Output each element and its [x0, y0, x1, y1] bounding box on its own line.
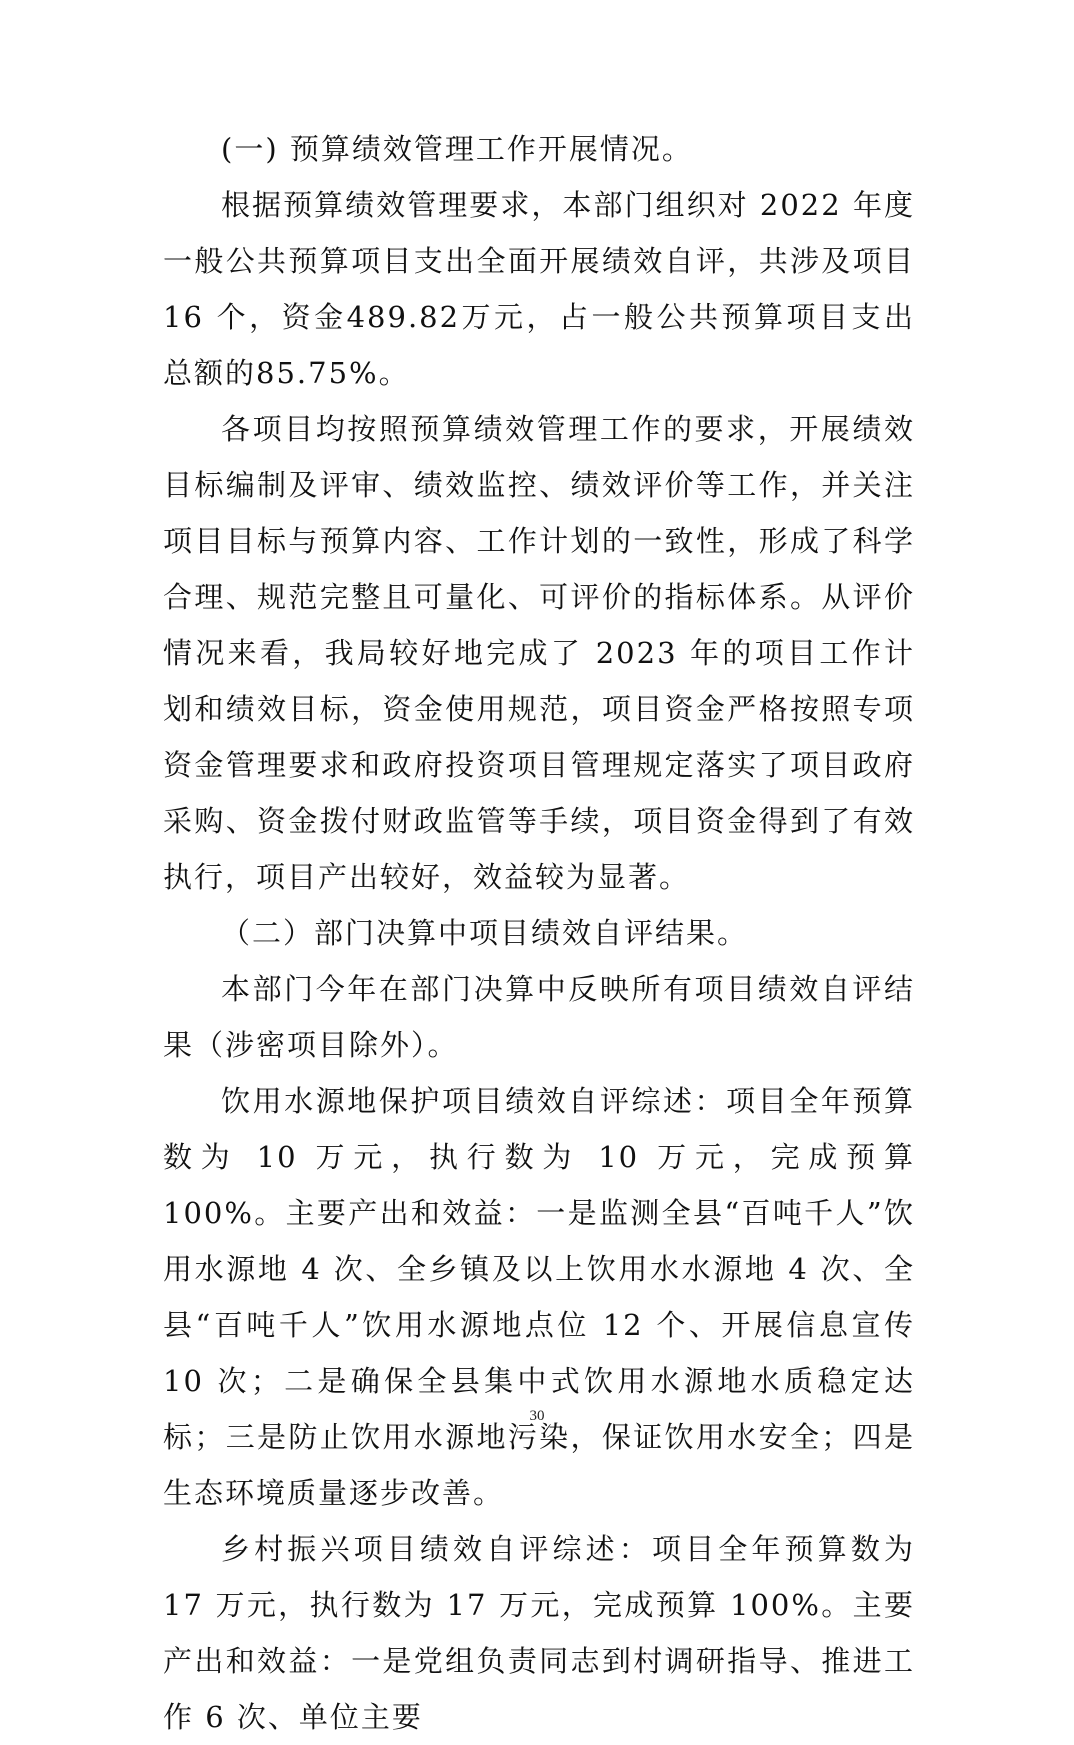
paragraph: 各项目均按照预算绩效管理工作的要求，开展绩效目标编制及评审、绩效监控、绩效评价等工作，并关注项目目标与预算内容、工作计划的一致性，形成了科学合理、规范完整且可量化、可评价的指标体系。从评价情况来看，我局较好地完成了 2023 年的项目工作计划和绩效目标，资金使用规范，项目资金严格按照专项资金管理要求和政府投资项目管理规定落实了项目政府采购、资金拨付财政监管等手续，项目资金得到了有效执行，项目产出较好，效益较为显著。 — [163, 412, 915, 894]
section-heading-1: (一) 预算绩效管理工作开展情况。 — [221, 132, 693, 166]
paragraph: 乡村振兴项目绩效自评综述：项目全年预算数为 17 万元，执行数为 17 万元，完成预算 100%。主要产出和效益：一是党组负责同志到村调研指导、推进工作 6 次、单位主要 — [163, 1532, 915, 1734]
paragraph: 根据预算绩效管理要求，本部门组织对 2022 年度一般公共预算项目支出全面开展绩效自评，共涉及项目 16 个，资金489.82万元，占一般公共预算项目支出总额的85.75%。 — [163, 188, 915, 390]
page-number: 30 — [529, 1408, 545, 1424]
section-heading-2: （二）部门决算中项目绩效自评结果。 — [221, 916, 749, 950]
paragraph: 饮用水源地保护项目绩效自评综述：项目全年预算数为 10 万元，执行数为 10 万元，完成预算 100%。主要产出和效益：一是监测全县“百吨千人”饮用水源地 4 次、全乡镇及以上饮用水水源地 4 次、全县“百吨千人”饮用水源地点位 12 个、开展信息宣传 10 次；二是确保全县集中式饮用水源地水质稳定达标；三是防止饮用水源地污染，保证饮用水安全；四是生态环境质量逐步改善。 — [163, 1084, 915, 1510]
document-body — [163, 121, 915, 1745]
paragraph: 本部门今年在部门决算中反映所有项目绩效自评结果（涉密项目除外）。 — [163, 972, 915, 1062]
